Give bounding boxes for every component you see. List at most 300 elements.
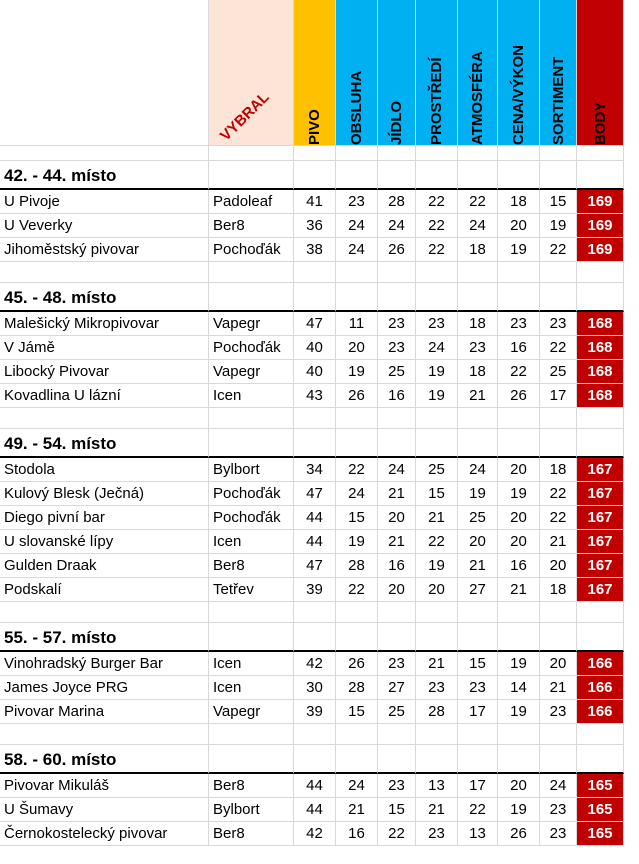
score-cell: 30 <box>294 676 336 700</box>
score-cell: 20 <box>378 578 416 602</box>
section-blank-cell <box>498 623 540 652</box>
chosen-by: Ber8 <box>209 774 294 798</box>
spacer-cell <box>540 602 577 623</box>
score-cell: 23 <box>416 676 458 700</box>
chosen-by: Bylbort <box>209 798 294 822</box>
section-blank-cell <box>378 745 416 774</box>
score-cell: 23 <box>458 676 498 700</box>
spacer-cell <box>540 146 577 161</box>
header-atmosfera <box>458 0 498 146</box>
spacer-cell <box>209 724 294 745</box>
section-blank-cell <box>336 429 378 458</box>
spacer-cell <box>294 724 336 745</box>
section-blank-cell <box>336 161 378 190</box>
score-cell: 13 <box>416 774 458 798</box>
score-cell: 22 <box>540 482 577 506</box>
score-cell: 15 <box>336 700 378 724</box>
spacer-cell <box>458 602 498 623</box>
section-blank-cell <box>416 429 458 458</box>
spacer-cell <box>416 262 458 283</box>
spacer-cell <box>378 408 416 429</box>
score-cell: 44 <box>294 506 336 530</box>
total-points: 165 <box>577 822 624 846</box>
score-cell: 24 <box>458 458 498 482</box>
venue-name: Libocký Pivovar <box>0 360 209 384</box>
score-cell: 19 <box>336 360 378 384</box>
score-cell: 41 <box>294 190 336 214</box>
venue-name: James Joyce PRG <box>0 676 209 700</box>
section-blank-cell <box>378 429 416 458</box>
score-cell: 16 <box>498 554 540 578</box>
score-cell: 27 <box>458 578 498 602</box>
venue-name: Diego pivní bar <box>0 506 209 530</box>
total-points: 166 <box>577 700 624 724</box>
score-cell: 19 <box>458 482 498 506</box>
score-cell: 16 <box>378 554 416 578</box>
score-cell: 22 <box>458 798 498 822</box>
venue-name: Vinohradský Burger Bar <box>0 652 209 676</box>
score-cell: 22 <box>378 822 416 846</box>
score-cell: 21 <box>416 798 458 822</box>
venue-name: Malešický Mikropivovar <box>0 312 209 336</box>
score-cell: 27 <box>378 676 416 700</box>
spacer-cell <box>209 146 294 161</box>
spacer-cell <box>458 408 498 429</box>
spacer-cell <box>0 262 209 283</box>
spacer-cell <box>209 408 294 429</box>
spacer-cell <box>378 262 416 283</box>
score-cell: 19 <box>416 384 458 408</box>
score-cell: 23 <box>458 336 498 360</box>
total-points: 165 <box>577 798 624 822</box>
section-blank-cell <box>577 623 624 652</box>
score-cell: 18 <box>540 578 577 602</box>
spacer-cell <box>540 262 577 283</box>
venue-name: Pivovar Marina <box>0 700 209 724</box>
score-cell: 21 <box>458 384 498 408</box>
total-points: 169 <box>577 238 624 262</box>
score-cell: 21 <box>498 578 540 602</box>
score-cell: 18 <box>540 458 577 482</box>
score-cell: 20 <box>498 214 540 238</box>
score-cell: 25 <box>540 360 577 384</box>
header-prostredi <box>416 0 458 146</box>
venue-name: Stodola <box>0 458 209 482</box>
section-blank-cell <box>458 623 498 652</box>
venue-name: U Šumavy <box>0 798 209 822</box>
score-cell: 23 <box>540 798 577 822</box>
spacer-cell <box>577 602 624 623</box>
score-cell: 20 <box>540 652 577 676</box>
header-cena_vykon <box>498 0 540 146</box>
score-cell: 16 <box>498 336 540 360</box>
chosen-by: Ber8 <box>209 214 294 238</box>
spacer-cell <box>336 262 378 283</box>
header-obsluha <box>336 0 378 146</box>
score-cell: 19 <box>416 554 458 578</box>
score-cell: 36 <box>294 214 336 238</box>
score-cell: 24 <box>458 214 498 238</box>
score-cell: 24 <box>416 336 458 360</box>
section-blank-cell <box>336 745 378 774</box>
chosen-by: Vapegr <box>209 700 294 724</box>
score-cell: 20 <box>416 578 458 602</box>
score-cell: 25 <box>378 360 416 384</box>
score-cell: 21 <box>416 652 458 676</box>
chosen-by: Ber8 <box>209 822 294 846</box>
total-points: 166 <box>577 676 624 700</box>
section-blank-cell <box>294 623 336 652</box>
total-points: 167 <box>577 578 624 602</box>
score-cell: 21 <box>416 506 458 530</box>
score-cell: 22 <box>416 238 458 262</box>
header-label-pivo: PIVO <box>306 109 323 145</box>
score-cell: 22 <box>336 458 378 482</box>
score-cell: 23 <box>540 312 577 336</box>
spacer-cell <box>540 408 577 429</box>
section-blank-cell <box>498 745 540 774</box>
spacer-cell <box>498 408 540 429</box>
section-blank-cell <box>577 161 624 190</box>
score-cell: 40 <box>294 336 336 360</box>
score-cell: 20 <box>378 506 416 530</box>
section-blank-cell <box>416 161 458 190</box>
score-cell: 16 <box>378 384 416 408</box>
score-cell: 15 <box>458 652 498 676</box>
section-blank-cell <box>498 161 540 190</box>
chosen-by: Ber8 <box>209 554 294 578</box>
score-cell: 22 <box>458 190 498 214</box>
section-blank-cell <box>294 745 336 774</box>
chosen-by: Padoleaf <box>209 190 294 214</box>
score-cell: 40 <box>294 360 336 384</box>
score-cell: 26 <box>336 652 378 676</box>
header-label-obsluha: OBSLUHA <box>348 70 365 145</box>
section-blank-cell <box>577 283 624 312</box>
total-points: 169 <box>577 214 624 238</box>
chosen-by: Pochoďák <box>209 482 294 506</box>
score-cell: 42 <box>294 822 336 846</box>
score-cell: 26 <box>378 238 416 262</box>
score-cell: 19 <box>416 360 458 384</box>
score-cell: 21 <box>378 482 416 506</box>
total-points: 168 <box>577 384 624 408</box>
spacer-cell <box>540 724 577 745</box>
score-cell: 26 <box>498 822 540 846</box>
section-blank-cell <box>209 623 294 652</box>
section-title: 42. - 44. místo <box>0 161 209 190</box>
score-cell: 19 <box>336 530 378 554</box>
header-label-cena_vykon: CENA/VÝKON <box>510 44 527 145</box>
score-cell: 28 <box>416 700 458 724</box>
score-cell: 23 <box>540 822 577 846</box>
spacer-cell <box>577 724 624 745</box>
score-cell: 19 <box>498 798 540 822</box>
venue-name: U Pivoje <box>0 190 209 214</box>
spacer-cell <box>577 408 624 429</box>
score-cell: 26 <box>336 384 378 408</box>
chosen-by: Tetřev <box>209 578 294 602</box>
score-cell: 19 <box>540 214 577 238</box>
total-points: 169 <box>577 190 624 214</box>
venue-name: U slovanské lípy <box>0 530 209 554</box>
score-cell: 28 <box>336 676 378 700</box>
venue-name: Gulden Draak <box>0 554 209 578</box>
venue-name: U Veverky <box>0 214 209 238</box>
score-cell: 13 <box>458 822 498 846</box>
score-cell: 38 <box>294 238 336 262</box>
spacer-cell <box>378 724 416 745</box>
score-cell: 23 <box>416 822 458 846</box>
score-cell: 44 <box>294 774 336 798</box>
chosen-by: Icen <box>209 652 294 676</box>
score-cell: 26 <box>498 384 540 408</box>
score-cell: 15 <box>540 190 577 214</box>
venue-name: Pivovar Mikuláš <box>0 774 209 798</box>
header-blank <box>0 0 209 146</box>
venue-name: Podskalí <box>0 578 209 602</box>
header-jidlo <box>378 0 416 146</box>
total-points: 165 <box>577 774 624 798</box>
score-cell: 17 <box>458 700 498 724</box>
spacer-cell <box>336 408 378 429</box>
section-blank-cell <box>378 283 416 312</box>
header-sortiment <box>540 0 577 146</box>
section-blank-cell <box>209 283 294 312</box>
total-points: 167 <box>577 554 624 578</box>
score-cell: 14 <box>498 676 540 700</box>
spacer-cell <box>0 724 209 745</box>
section-blank-cell <box>294 283 336 312</box>
chosen-by: Vapegr <box>209 360 294 384</box>
header-body <box>577 0 624 146</box>
spacer-cell <box>498 724 540 745</box>
section-blank-cell <box>458 429 498 458</box>
spacer-cell <box>336 724 378 745</box>
total-points: 168 <box>577 312 624 336</box>
header-label-jidlo: JÍDLO <box>388 100 405 145</box>
score-cell: 25 <box>458 506 498 530</box>
total-points: 167 <box>577 530 624 554</box>
venue-name: Černokostelecký pivovar <box>0 822 209 846</box>
score-cell: 23 <box>416 312 458 336</box>
score-cell: 17 <box>458 774 498 798</box>
section-blank-cell <box>209 429 294 458</box>
spacer-cell <box>378 602 416 623</box>
total-points: 167 <box>577 506 624 530</box>
score-cell: 20 <box>540 554 577 578</box>
section-blank-cell <box>416 623 458 652</box>
score-cell: 25 <box>378 700 416 724</box>
score-cell: 24 <box>336 482 378 506</box>
section-blank-cell <box>577 745 624 774</box>
score-cell: 21 <box>540 530 577 554</box>
score-cell: 39 <box>294 700 336 724</box>
score-cell: 19 <box>498 238 540 262</box>
score-cell: 19 <box>498 482 540 506</box>
score-cell: 28 <box>378 190 416 214</box>
spacer-cell <box>378 146 416 161</box>
section-blank-cell <box>294 161 336 190</box>
chosen-by: Vapegr <box>209 312 294 336</box>
spacer-cell <box>498 262 540 283</box>
score-cell: 22 <box>540 238 577 262</box>
spacer-cell <box>416 602 458 623</box>
score-cell: 19 <box>498 652 540 676</box>
chosen-by: Icen <box>209 676 294 700</box>
score-cell: 22 <box>540 336 577 360</box>
total-points: 167 <box>577 482 624 506</box>
section-title: 55. - 57. místo <box>0 623 209 652</box>
spacer-cell <box>498 146 540 161</box>
score-cell: 18 <box>458 360 498 384</box>
score-cell: 23 <box>498 312 540 336</box>
score-cell: 23 <box>378 312 416 336</box>
section-blank-cell <box>416 745 458 774</box>
score-cell: 23 <box>540 700 577 724</box>
score-cell: 24 <box>378 458 416 482</box>
score-cell: 23 <box>378 652 416 676</box>
section-blank-cell <box>540 161 577 190</box>
score-cell: 15 <box>378 798 416 822</box>
score-cell: 20 <box>498 506 540 530</box>
chosen-by: Pochoďák <box>209 336 294 360</box>
score-cell: 47 <box>294 482 336 506</box>
score-cell: 18 <box>458 238 498 262</box>
section-blank-cell <box>378 161 416 190</box>
venue-name: V Jámě <box>0 336 209 360</box>
section-blank-cell <box>458 745 498 774</box>
spacer-cell <box>294 602 336 623</box>
score-cell: 15 <box>416 482 458 506</box>
section-blank-cell <box>540 429 577 458</box>
spacer-cell <box>0 408 209 429</box>
header-vybral <box>209 0 294 146</box>
score-cell: 34 <box>294 458 336 482</box>
section-blank-cell <box>540 623 577 652</box>
section-blank-cell <box>209 161 294 190</box>
section-blank-cell <box>378 623 416 652</box>
spacer-cell <box>416 146 458 161</box>
score-cell: 28 <box>336 554 378 578</box>
score-cell: 21 <box>336 798 378 822</box>
score-cell: 20 <box>498 530 540 554</box>
header-label-prostredi: PROSTŘEDÍ <box>428 57 445 145</box>
score-cell: 23 <box>378 336 416 360</box>
score-cell: 20 <box>458 530 498 554</box>
score-cell: 21 <box>458 554 498 578</box>
score-cell: 18 <box>458 312 498 336</box>
header-label-vybral: VYBRAL <box>216 88 273 145</box>
chosen-by: Pochoďák <box>209 506 294 530</box>
venue-name: Kovadlina U lázní <box>0 384 209 408</box>
score-cell: 44 <box>294 530 336 554</box>
header-label-body: BODY <box>592 101 609 145</box>
section-title: 45. - 48. místo <box>0 283 209 312</box>
score-cell: 47 <box>294 312 336 336</box>
score-cell: 20 <box>498 774 540 798</box>
score-cell: 17 <box>540 384 577 408</box>
spacer-cell <box>416 724 458 745</box>
score-cell: 24 <box>540 774 577 798</box>
score-cell: 24 <box>336 774 378 798</box>
chosen-by: Icen <box>209 384 294 408</box>
section-blank-cell <box>577 429 624 458</box>
header-label-atmosfera: ATMOSFÉRA <box>469 51 486 145</box>
score-cell: 22 <box>540 506 577 530</box>
section-blank-cell <box>336 283 378 312</box>
spacer-cell <box>294 408 336 429</box>
score-cell: 24 <box>336 238 378 262</box>
section-blank-cell <box>540 283 577 312</box>
section-blank-cell <box>336 623 378 652</box>
spacer-cell <box>336 146 378 161</box>
spacer-cell <box>209 262 294 283</box>
score-cell: 44 <box>294 798 336 822</box>
section-blank-cell <box>498 429 540 458</box>
score-cell: 43 <box>294 384 336 408</box>
spacer-cell <box>577 146 624 161</box>
score-cell: 24 <box>378 214 416 238</box>
chosen-by: Pochoďák <box>209 238 294 262</box>
score-cell: 20 <box>336 336 378 360</box>
total-points: 168 <box>577 336 624 360</box>
venue-name: Kulový Blesk (Ječná) <box>0 482 209 506</box>
chosen-by: Icen <box>209 530 294 554</box>
section-title: 58. - 60. místo <box>0 745 209 774</box>
score-cell: 23 <box>336 190 378 214</box>
total-points: 167 <box>577 458 624 482</box>
spacer-cell <box>209 602 294 623</box>
section-blank-cell <box>540 745 577 774</box>
spacer-cell <box>458 262 498 283</box>
spacer-cell <box>577 262 624 283</box>
venue-name: Jihoměstský pivovar <box>0 238 209 262</box>
score-cell: 21 <box>378 530 416 554</box>
header-label-sortiment: SORTIMENT <box>550 56 567 145</box>
score-cell: 24 <box>336 214 378 238</box>
spacer-cell <box>458 146 498 161</box>
score-cell: 16 <box>336 822 378 846</box>
score-cell: 42 <box>294 652 336 676</box>
score-cell: 22 <box>416 214 458 238</box>
score-cell: 15 <box>336 506 378 530</box>
spacer-cell <box>0 146 209 161</box>
total-points: 168 <box>577 360 624 384</box>
score-cell: 22 <box>416 190 458 214</box>
spacer-cell <box>294 146 336 161</box>
score-cell: 11 <box>336 312 378 336</box>
score-cell: 47 <box>294 554 336 578</box>
score-cell: 22 <box>336 578 378 602</box>
section-blank-cell <box>498 283 540 312</box>
spacer-cell <box>294 262 336 283</box>
spacer-cell <box>458 724 498 745</box>
spacer-cell <box>0 602 209 623</box>
score-cell: 25 <box>416 458 458 482</box>
section-blank-cell <box>458 283 498 312</box>
score-cell: 22 <box>498 360 540 384</box>
section-blank-cell <box>416 283 458 312</box>
section-title: 49. - 54. místo <box>0 429 209 458</box>
header-pivo <box>294 0 336 146</box>
section-blank-cell <box>209 745 294 774</box>
spacer-cell <box>336 602 378 623</box>
score-cell: 19 <box>498 700 540 724</box>
spacer-cell <box>498 602 540 623</box>
chosen-by: Bylbort <box>209 458 294 482</box>
total-points: 166 <box>577 652 624 676</box>
